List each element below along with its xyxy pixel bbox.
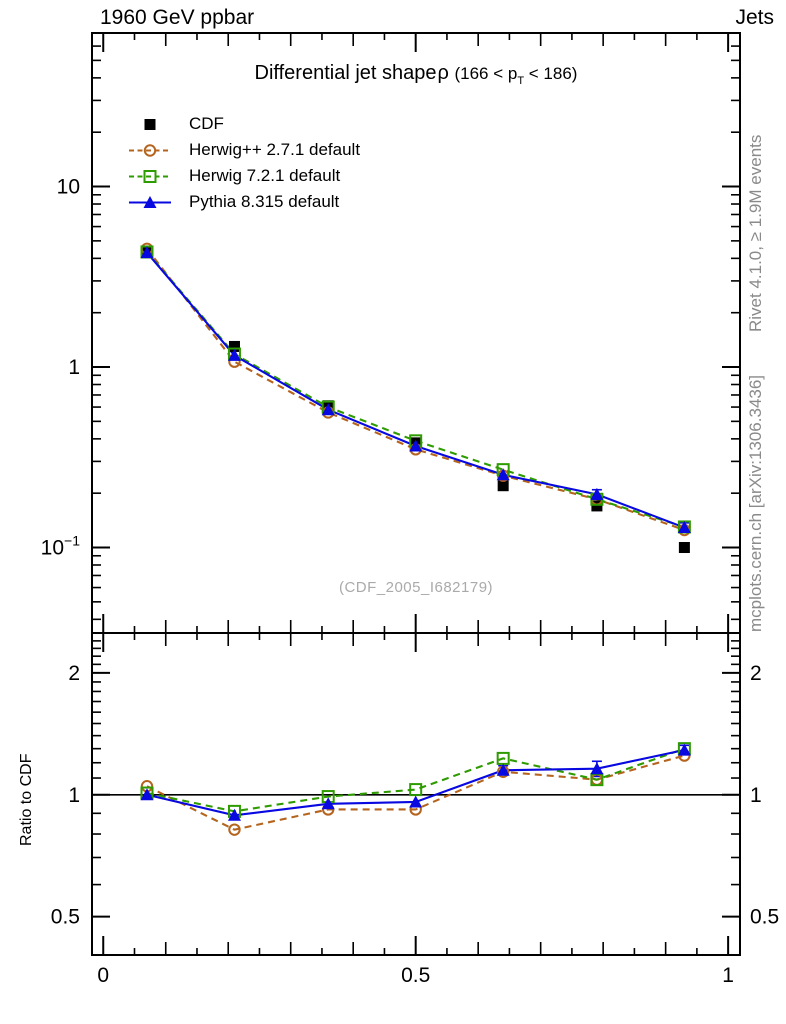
pythia-marker-icon xyxy=(127,192,173,212)
tick-label: 2 xyxy=(68,661,80,685)
tick-label: $10^{-1}$ xyxy=(40,532,80,560)
tick-label: 0.5 xyxy=(750,905,780,929)
legend-label-cdf: CDF xyxy=(189,114,224,133)
tick-label: 0.5 xyxy=(50,905,80,929)
analysis-category-label: Jets xyxy=(735,6,774,29)
tick-label: 0.5 xyxy=(401,964,431,987)
analysis-id-watermark: (CDF_2005_I682179) xyxy=(338,579,494,596)
cdf-marker-icon xyxy=(127,114,173,134)
ratio-axis-label: Ratio to CDF xyxy=(18,753,35,846)
tick-label: 1 xyxy=(722,964,734,987)
legend-item-herwigpp xyxy=(127,137,360,163)
series-line xyxy=(147,249,684,530)
legend xyxy=(127,111,360,215)
herwig7-marker-icon xyxy=(127,166,173,186)
plot-title xyxy=(92,62,740,85)
top-panel-series xyxy=(140,244,690,553)
legend-label-pythia: Pythia 8.315 default xyxy=(189,192,340,211)
herwigpp-marker-icon xyxy=(127,140,173,160)
ratio-panel-series xyxy=(140,743,690,835)
legend-item-cdf xyxy=(127,111,360,137)
tick-label: 2 xyxy=(750,661,762,685)
legend-label-herwig7: Herwig 7.2.1 default xyxy=(189,166,341,185)
pt-subscript: T xyxy=(517,75,525,87)
tick-label: 1 xyxy=(750,783,762,807)
tick-label: 1 xyxy=(68,356,80,380)
series-line xyxy=(147,252,684,527)
legend-label-herwigpp: Herwig++ 2.7.1 default xyxy=(189,140,361,159)
tick-label: 1 xyxy=(68,783,80,807)
rivet-version-note: Rivet 4.1.0, ≥ 1.9M events xyxy=(746,134,765,332)
title-rho-symbol: ρ xyxy=(437,62,449,84)
title-pt-range: $(166 < p_T < 186)$ xyxy=(454,64,578,87)
tick-label: 10 xyxy=(56,175,80,199)
legend-item-pythia xyxy=(127,189,360,215)
series-line xyxy=(147,253,684,528)
mcplots-reference-note: mcplots.cern.ch [arXiv:1306.3436] xyxy=(746,374,765,632)
title-main: Differential jet shape xyxy=(254,62,437,84)
tick-label: 0 xyxy=(97,964,110,987)
beam-energy-label: 1960 GeV ppbar xyxy=(100,6,255,29)
ratio-panel-y-ticks xyxy=(92,641,740,917)
legend-item-herwig7 xyxy=(127,163,360,189)
